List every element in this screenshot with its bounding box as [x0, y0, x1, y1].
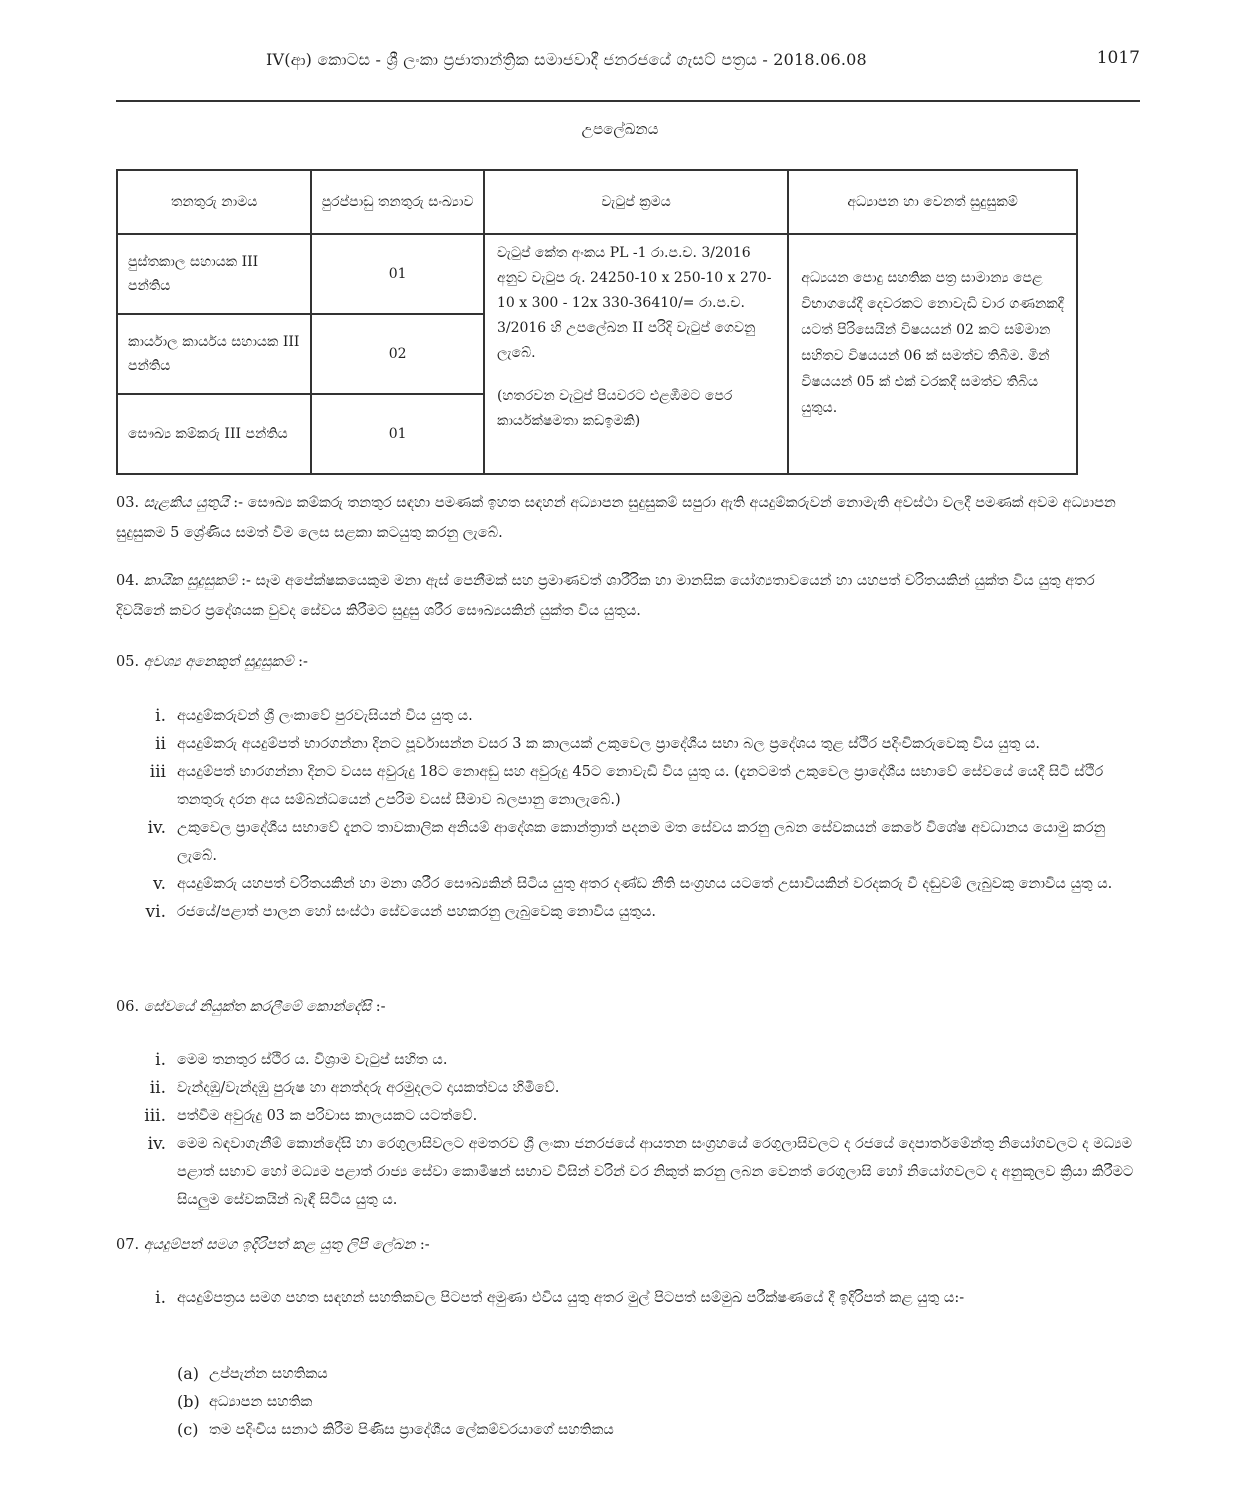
sub-list-item	[116, 1416, 1142, 1444]
section-number: 04.	[116, 573, 140, 589]
list-item	[116, 1130, 1142, 1214]
posts-table	[116, 169, 1078, 475]
list-item-text: රජයේ/පළාත් පාලන හෝ සංස්ථා සේවයෙන් පහකරනු ලැබුවෙකු නොවිය යුතුය.	[177, 904, 657, 920]
section-title: සේවයේ නියුක්ත කරලීමේ කොන්දේසි	[143, 999, 372, 1015]
header-salary-scale: වැටුප් ක්‍රමය	[484, 170, 788, 234]
list-item	[116, 758, 1142, 814]
salary-note: (හතරවන වැටුප් පියවරට එළඹීමට පෙර කාර්යක්ෂමතා කඩඉමකි)	[496, 388, 733, 429]
list-item-text: වැන්දඹු/වැන්දඹු පුරුෂ හා අනත්දරු අරමුදලට දායකත්වය හිමිවේ.	[177, 1080, 560, 1096]
section-title: අයදුම්පත් සමග ඉදිරිපත් කළ යුතු ලිපි ලේඛන	[143, 1237, 416, 1253]
sub-list-item	[116, 1360, 1142, 1388]
section-number: 05.	[116, 654, 140, 670]
section-body: :- සෞඛ්‍ය කම්කරු තනතුර සඳහා පමණක් ඉහත සඳහන් අධ්‍යාපන සුදුසුකම් සපුරා ඇති අයදුම්කරුවන් නොමැති අවස්ථා වලදී පමණක් අවම අධ්‍යාපන සුදුසුකම 5 ශ්‍රේණිය සමත් වීම ලෙස සළකා කටයුතු කරනු ලැබේ.	[116, 495, 1116, 541]
sub-list-marker: (b)	[177, 1392, 200, 1411]
sub-list-item-text: උප්පැන්න සහතිකය	[209, 1366, 328, 1382]
salary-scale-cell	[484, 234, 788, 474]
table-header-row	[117, 170, 1077, 234]
list-marker: v.	[153, 874, 166, 894]
section-title: කායික සුදුසුකම්	[143, 573, 237, 589]
sub-list-marker: (c)	[177, 1420, 199, 1439]
section-number: 07.	[116, 1237, 140, 1253]
sub-list-marker: (a)	[177, 1364, 200, 1383]
list-marker: vi.	[145, 902, 166, 922]
list-marker: i.	[155, 1050, 166, 1070]
header-divider	[116, 100, 1140, 102]
table-row	[117, 234, 1077, 314]
section-07-list	[116, 1284, 1142, 1312]
list-item-text: අයදුම්පත් භාරගන්නා දිනට වයස අවුරුදු 18ට නොඅඩු සහ අවුරුදු 45ට නොවැඩි විය යුතු ය. (දැනටමත් උකුවෙල ප්‍රාදේශීය සභාවේ සේවයේ යෙදී සිටි ස්ථිර තනතුරු දරන අය සම්බන්ධයෙන් උපරිම වයස් සීමාව බලපානු නොලැබේ.)	[177, 764, 1104, 808]
page-number: 1017	[1096, 48, 1140, 68]
section-suffix: :-	[419, 1237, 430, 1253]
vacancy-count-cell: 02	[311, 314, 484, 394]
annex-title: උපලේඛනය	[581, 120, 659, 138]
list-item-text: අයදුම්කරු අයදුම්පත් භාරගන්නා දිනට පූර්වාසන්න වසර 3 ක කාලයක් උකුවෙල ප්‍රාදේශීය සභා බල ප්‍රදේශය තුළ ස්ථිර පදිංචිකරුවෙකු විය යුතු ය.	[177, 736, 1041, 752]
list-item-text: උකුවෙල ප්‍රාදේශීය සභාවේ දැනට තාවකාලික අනියම් ආදේශක කොන්ත්‍රාත් පදනම මත සේවය කරනු ලබන සේවකයන් කෙරේ විශේෂ අවධානය යොමු කරනු ලැබේ.	[177, 820, 1106, 864]
list-item	[116, 870, 1142, 898]
salary-text: වැටුප් කේත අංකය PL -1 රා.ප.ච. 3/2016 අනුව වැටුප රු. 24250-10 x 250-10 x 270-10 x 300 - 12x 330-36410/= රා.ප.ච. 3/2016 හි උපලේඛන II පරිදි වැටුප් ගෙවනු ලැබේ.	[496, 245, 772, 361]
section-07-sublist	[116, 1360, 1142, 1444]
list-item	[116, 730, 1142, 758]
list-item	[116, 898, 1142, 926]
header-post-name: තනතුරු නාමය	[117, 170, 311, 234]
list-marker: ii.	[149, 1078, 166, 1098]
section-suffix: :-	[298, 654, 308, 670]
list-marker: iv.	[147, 818, 166, 838]
post-name-cell: පුස්තකාල සහායක III පන්තිය	[117, 234, 311, 314]
post-name-cell: සෞඛ්‍ය කම්කරු III පන්තිය	[117, 394, 311, 474]
list-item	[116, 1284, 1142, 1312]
section-05-list	[116, 702, 1142, 926]
list-item	[116, 814, 1142, 870]
section-07-heading	[116, 1230, 1142, 1260]
section-06-heading	[116, 992, 1142, 1022]
header-title: IV(ආ) කොටස - ශ්‍රී ලංකා ප්‍රජාතාන්ත්‍රික සමාජවාදී ජනරජයේ ගැසට් පත්‍රය - 2018.06.08	[266, 50, 867, 69]
list-item-text: අයදුම්පත්‍රය සමග පහත සඳහන් සහතිකවල පිටපත් අමුණා එවිය යුතු අතර මුල් පිටපත් සම්මුඛ පරීක්ෂණයේ දී ඉදිරිපත් කළ යුතු ය:-	[177, 1290, 965, 1306]
list-item	[116, 702, 1142, 730]
page-header	[116, 44, 1140, 80]
qualifications-text: අධ්‍යයන පොදු සහතික පත්‍ර සාමාන්‍ය පෙළ විභාගයේදී දෙවරකට නොවැඩි වාර ගණනකදී යටත් පිරිසෙයින් විෂයයන් 02 කට සම්මාන සහිතව විෂයයන් 06 ක් සමත්ව තිබීම. මින් විෂයයන් 05 ක් එක් වරකදී සමත්ව තිබිය යුතුය.	[801, 270, 1064, 416]
post-name-cell: කාර්යාල කාර්යය සහායක III පන්තිය	[117, 314, 311, 394]
header-vacancies: පුරප්පාඩු තනතුරු සංඛ්‍යාව	[311, 170, 484, 234]
list-marker: ii	[155, 734, 166, 754]
qualifications-cell	[788, 234, 1077, 474]
section-body: :- සෑම අපේක්ෂකයෙකුම මනා ඇස් පෙනීමක් සහ ප්‍රමාණවත් ශාරීරික හා මානසික යෝග්‍යතාවයෙන් හා යහපත් චරිතයකින් යුක්ත විය යුතු අතර දිවයිනේ කවර ප්‍රදේශයක වුවද සේවය කිරීමට සුදුසු ශරීර සෞඛ්‍යයකින් යුක්ත විය යුතුය.	[116, 573, 1095, 619]
list-item-text: මෙම තනතුර ස්ථිර ය. විශ්‍රාම වැටුප් සහිත ය.	[177, 1052, 448, 1068]
section-03	[116, 488, 1142, 548]
section-suffix: :-	[375, 999, 386, 1015]
section-number: 03.	[116, 495, 140, 511]
vacancy-count-cell: 01	[311, 234, 484, 314]
list-marker: i.	[155, 706, 166, 726]
list-marker: iii	[149, 762, 166, 782]
section-05-heading	[116, 647, 1142, 677]
section-number: 06.	[116, 999, 140, 1015]
list-item-text: මෙම බඳවාගැනීම් කොන්දේසි හා රෙගුලාසිවලට අමතරව ශ්‍රී ලංකා ජනරජයේ ආයතන සංග්‍රහයේ රෙගුලාසිවලට ද රජයේ දෙපාර්තමේන්තු නියෝගවලට ද මධ්‍යම පළාත් සභාව හෝ මධ්‍යම පළාත් රාජ්‍ය සේවා කොමිෂන් සභාව විසින් වරින් වර නිකුත් කරනු ලබන වෙනත් රෙගුලාසි හෝ නියෝගවලට ද අනුකූලව ක්‍රියා කිරීමට සියලුම සේවකයින් බැඳී සිටිය යුතු ය.	[177, 1136, 1134, 1208]
header-qualifications: අධ්‍යාපන හා වෙනත් සුදුසුකම්	[788, 170, 1077, 234]
sub-list-item-text: අධ්‍යාපන සහතික	[209, 1394, 313, 1410]
list-marker: i.	[155, 1288, 166, 1308]
vacancy-count-cell: 01	[311, 394, 484, 474]
sub-list-item-text: තම පදිංචිය සනාථ කිරීම පිණිස ප්‍රාදේශීය ලේකම්වරයාගේ සහතිකය	[209, 1422, 614, 1438]
sub-list-item	[116, 1388, 1142, 1416]
list-marker: iv.	[147, 1134, 166, 1154]
list-marker: iii.	[144, 1106, 166, 1126]
section-06-list	[116, 1046, 1142, 1214]
list-item	[116, 1102, 1142, 1130]
list-item	[116, 1074, 1142, 1102]
section-title: අවශ්‍ය අනෙකුත් සුදුසුකම්	[143, 654, 294, 670]
list-item-text: අයදුම්කරු යහපත් චරිතයකින් හා මනා ශරීර සෞඛ්‍යකින් සිටිය යුතු අතර දණ්ඩ නීති සංග්‍රහය යටතේ උසාවියකින් වරදකරු වී දඬුවම් ලැබුවකු නොවිය යුතු ය.	[177, 876, 1113, 892]
list-item	[116, 1046, 1142, 1074]
list-item-text: අයදුම්කරුවන් ශ්‍රී ලංකාවේ පුරවැසියන් විය යුතු ය.	[177, 708, 473, 724]
section-title: සැළකිය යුතුයි	[143, 495, 229, 511]
list-item-text: පත්වීම අවුරුදු 03 ක පරිවාස කාලයකට යටත්වේ.	[177, 1108, 478, 1124]
section-04	[116, 566, 1142, 626]
